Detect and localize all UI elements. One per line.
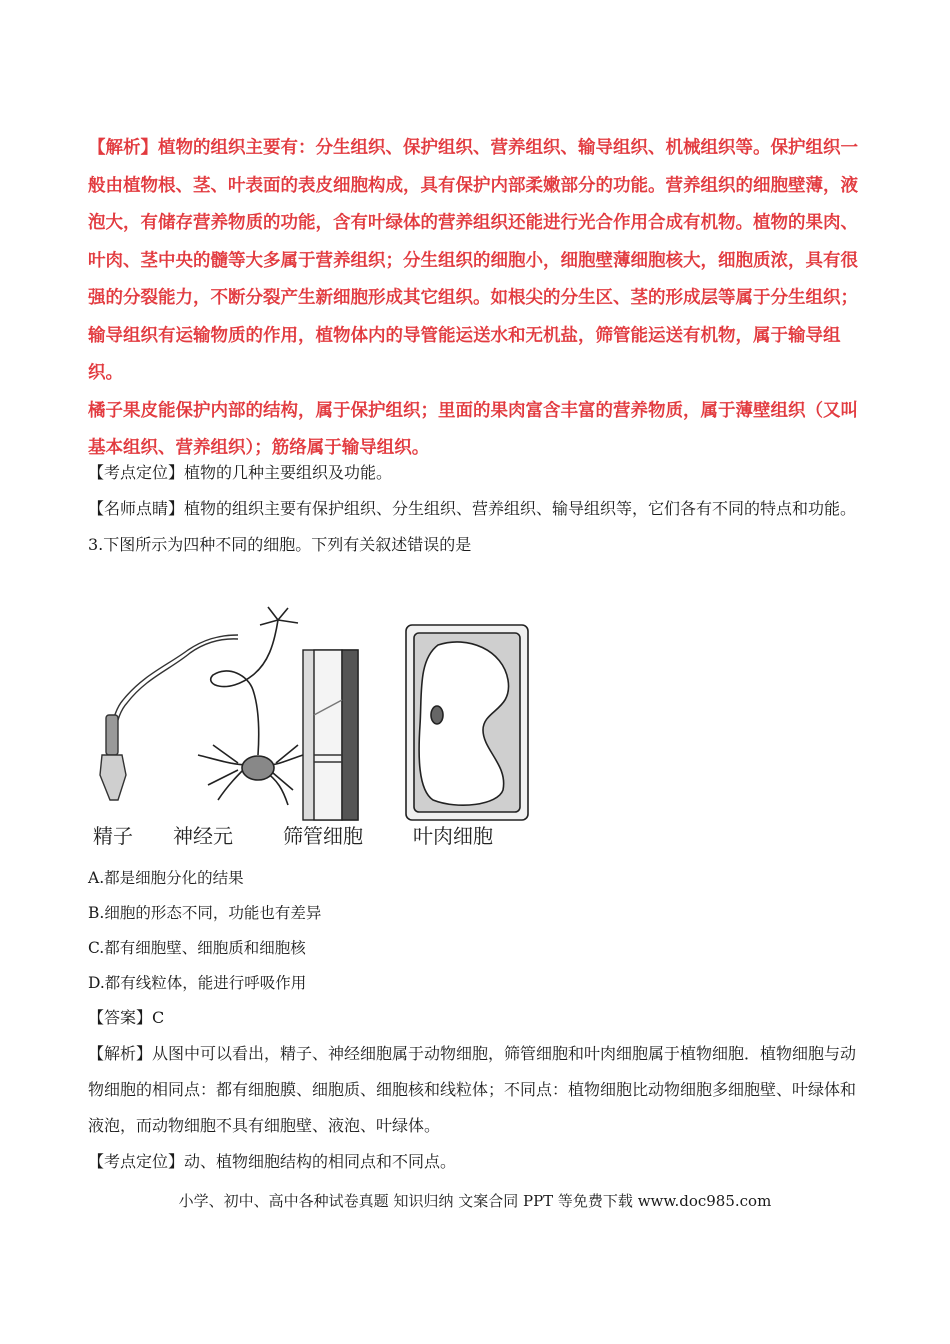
analysis-section-red	[88, 130, 868, 468]
analysis-paragraph-1: 【解析】植物的组织主要有：分生组织、保护组织、营养组织、输导组织、机械组织等。保护组织一般由植物根、茎、叶表面的表皮细胞构成，具有保护内部柔嫩部分的功能。营养组织的细胞壁薄，液泡大，有储存营养物质的功能，含有叶绿体的营养组织还能进行光合作用合成有机物。植物的果肉、叶肉、茎中央的髓等大多属于营养组织；分生组织的细胞小，细胞壁薄细胞核大，细胞质浓，具有很强的分裂能力，不断分裂产生新细胞形成其它组织。如根尖的分生区、茎的形成层等属于分生组织；输导组织有运输物质的作用，植物体内的导管能运送水和无机盐，筛管能运送有机物，属于输导组织。	[88, 138, 858, 383]
kaodian-1: 【考点定位】植物的几种主要组织及功能。	[88, 463, 393, 482]
kaodian-2: 【考点定位】动、植物细胞结构的相同点和不同点。	[88, 1152, 457, 1171]
mesophyll-cell-drawing	[406, 625, 528, 820]
neuron-drawing	[198, 607, 303, 805]
sieve-tube-drawing	[303, 650, 358, 820]
option-b: B.细胞的形态不同，功能也有差异	[88, 904, 322, 922]
kaodian-block	[88, 455, 868, 563]
label-sperm: 精子	[93, 824, 133, 848]
cell-figure	[88, 605, 538, 855]
analysis-2: 【解析】从图中可以看出，精子、神经细胞属于动物细胞，筛管细胞和叶肉细胞属于植物细胞．植物细胞与动物细胞的相同点：都有细胞膜、细胞质、细胞核和线粒体；不同点：植物细胞比动物细胞多细胞壁、叶绿体和液泡，而动物细胞不具有细胞壁、液泡、叶绿体。	[88, 1044, 857, 1135]
analysis-paragraph-2: 橘子果皮能保护内部的结构，属于保护组织；里面的果肉富含丰富的营养物质，属于薄壁组织（又叫基本组织、营养组织）；筋络属于输导组织。	[88, 400, 858, 458]
answer: 【答案】C	[88, 1008, 165, 1027]
label-mesophyll: 叶肉细胞	[413, 824, 493, 848]
option-c: C.都有细胞壁、细胞质和细胞核	[88, 939, 306, 957]
question-3: 3.下图所示为四种不同的细胞。下列有关叙述错误的是	[88, 535, 472, 554]
answer-block	[88, 1000, 868, 1180]
option-d: D.都有线粒体，能进行呼吸作用	[88, 974, 307, 992]
label-sieve-tube: 筛管细胞	[283, 824, 363, 848]
mingshi-dianjing: 【名师点睛】植物的组织主要有保护组织、分生组织、营养组织、输导组织等，它们各有不同的特点和功能。	[88, 499, 857, 518]
option-a: A.都是细胞分化的结果	[88, 869, 244, 887]
footer-note: 小学、初中、高中各种试卷真题 知识归纳 文案合同 PPT 等免费下载 www.doc985.com	[178, 1192, 772, 1210]
label-neuron: 神经元	[173, 824, 233, 848]
sperm-cell-drawing	[100, 635, 238, 800]
